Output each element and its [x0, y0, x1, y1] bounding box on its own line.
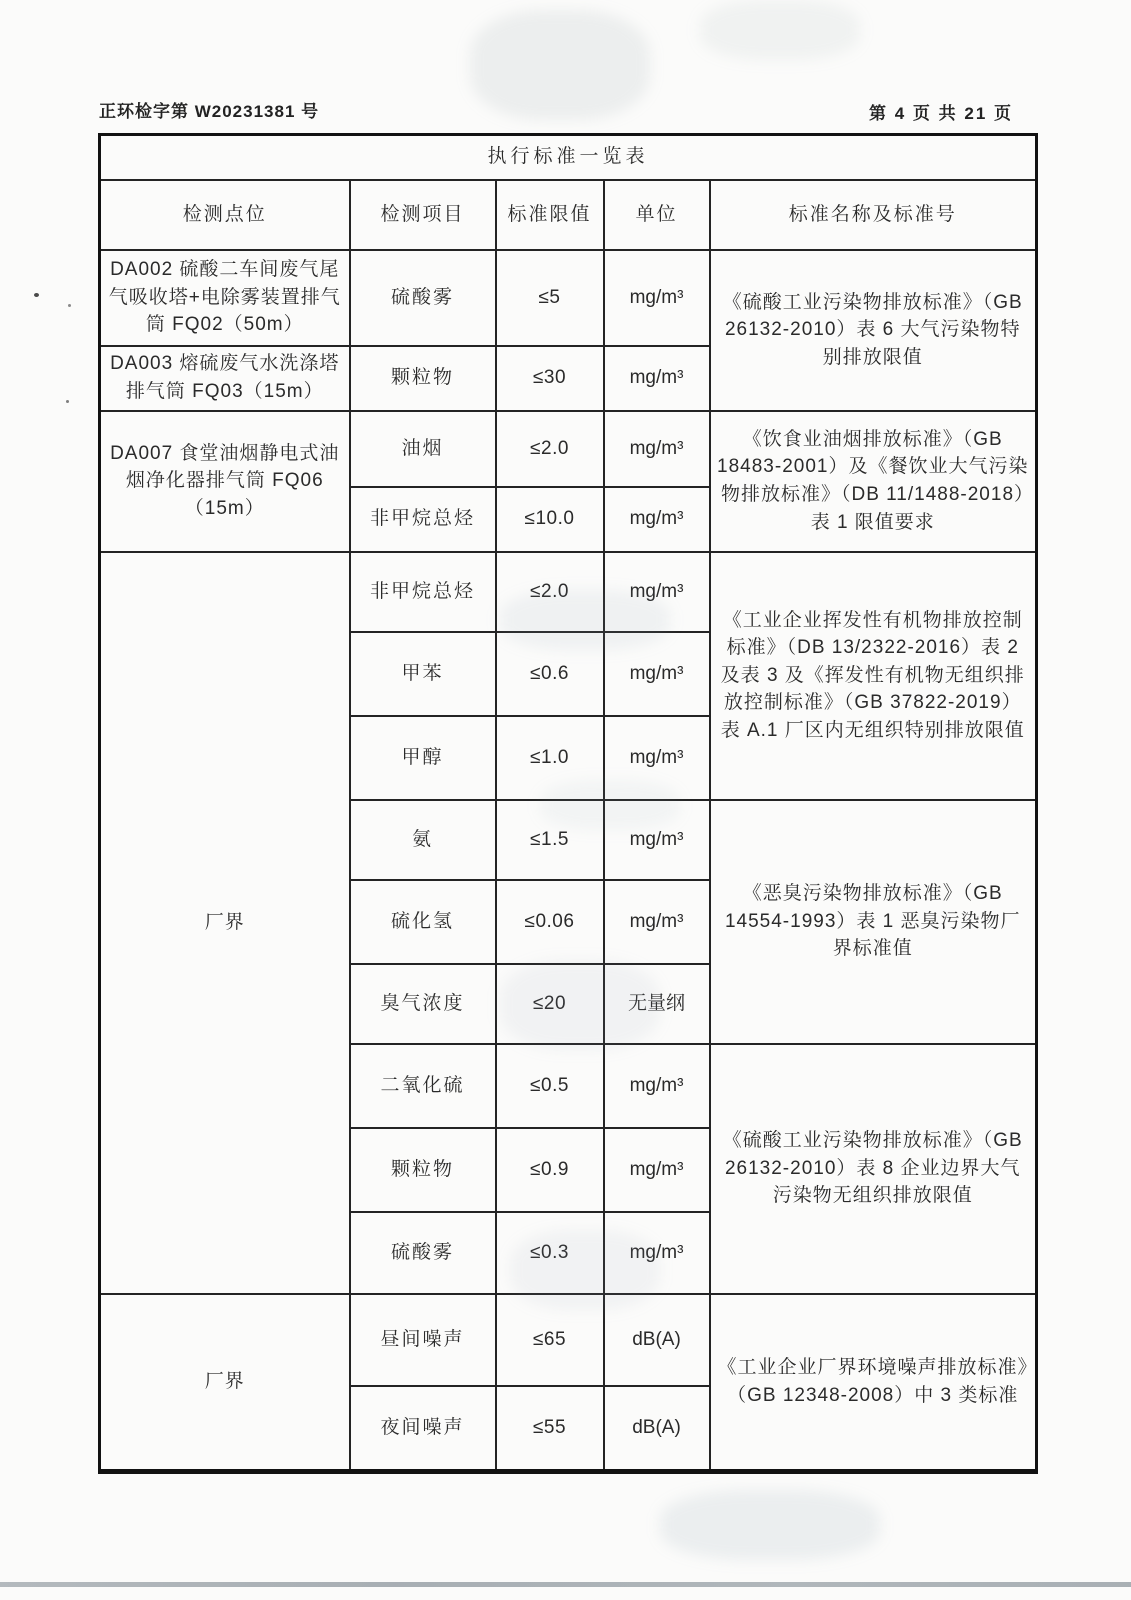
- item-cell: 夜间噪声: [350, 1386, 496, 1472]
- limit-cell: ≤0.6: [496, 632, 604, 716]
- limit-cell: ≤0.5: [496, 1044, 604, 1128]
- limit-cell: ≤10.0: [496, 487, 604, 552]
- unit-cell: mg/m³: [604, 800, 710, 880]
- point-cell-da003: DA003 熔硫废气水洗涤塔排气筒 FQ03（15m）: [100, 346, 350, 411]
- point-cell-boundary: 厂界: [100, 552, 350, 1294]
- scan-smudge: [700, 0, 860, 60]
- scan-speck: [68, 304, 71, 307]
- column-header-limit: 标准限值: [496, 180, 604, 250]
- document-number: 正环检字第 W20231381 号: [99, 102, 320, 121]
- unit-cell: dB(A): [604, 1386, 710, 1472]
- limit-cell: ≤0.06: [496, 880, 604, 964]
- item-cell: 非甲烷总烃: [350, 552, 496, 632]
- item-cell: 昼间噪声: [350, 1294, 496, 1386]
- point-cell-boundary-noise: 厂界: [100, 1294, 350, 1472]
- limit-cell: ≤1.0: [496, 716, 604, 800]
- item-cell: 硫酸雾: [350, 1212, 496, 1294]
- item-cell: 甲醇: [350, 716, 496, 800]
- standard-cell: 《恶臭污染物排放标准》（GB 14554-1993）表 1 恶臭污染物厂界标准值: [710, 800, 1037, 1044]
- item-cell: 二氧化硫: [350, 1044, 496, 1128]
- page-number: 第 4 页 共 21 页: [869, 104, 1013, 123]
- limit-cell: ≤0.9: [496, 1128, 604, 1212]
- table-title-row: [100, 135, 1037, 180]
- item-cell: 甲苯: [350, 632, 496, 716]
- unit-cell: mg/m³: [604, 346, 710, 411]
- limit-cell: ≤0.3: [496, 1212, 604, 1294]
- unit-cell: mg/m³: [604, 487, 710, 552]
- scan-speck: [34, 293, 39, 297]
- column-header-unit: 单位: [604, 180, 710, 250]
- item-cell: 硫酸雾: [350, 250, 496, 346]
- standard-cell: 《硫酸工业污染物排放标准》（GB 26132-2010）表 8 企业边界大气污染物无组织排放限值: [710, 1044, 1037, 1294]
- table-row: [100, 1294, 1037, 1386]
- limit-cell: ≤30: [496, 346, 604, 411]
- unit-cell: mg/m³: [604, 880, 710, 964]
- unit-cell: mg/m³: [604, 552, 710, 632]
- point-cell-da007: DA007 食堂油烟静电式油烟净化器排气筒 FQ06（15m）: [100, 411, 350, 552]
- limit-cell: ≤65: [496, 1294, 604, 1386]
- table-row: [100, 552, 1037, 632]
- unit-cell: mg/m³: [604, 1044, 710, 1128]
- item-cell: 臭气浓度: [350, 964, 496, 1044]
- item-cell: 硫化氢: [350, 880, 496, 964]
- unit-cell: dB(A): [604, 1294, 710, 1386]
- unit-cell: mg/m³: [604, 632, 710, 716]
- standard-cell: 《工业企业厂界环境噪声排放标准》（GB 12348-2008）中 3 类标准: [710, 1294, 1037, 1472]
- unit-cell: mg/m³: [604, 1212, 710, 1294]
- scan-edge-bar: [0, 1582, 1131, 1587]
- item-cell: 油烟: [350, 411, 496, 487]
- item-cell: 氨: [350, 800, 496, 880]
- limit-cell: ≤55: [496, 1386, 604, 1472]
- unit-cell: mg/m³: [604, 250, 710, 346]
- standard-cell: 《工业企业挥发性有机物排放控制标准》（DB 13/2322-2016）表 2 及表 3 及《挥发性有机物无组织排放控制标准》（GB 37822-2019）表 A.1 厂区内无组织特别排放限值: [710, 552, 1037, 800]
- standards-table: [98, 133, 1038, 1474]
- limit-cell: ≤5: [496, 250, 604, 346]
- standard-cell: 《硫酸工业污染物排放标准》（GB 26132-2010）表 6 大气污染物特别排放限值: [710, 250, 1037, 411]
- limit-cell: ≤1.5: [496, 800, 604, 880]
- limit-cell: ≤2.0: [496, 552, 604, 632]
- unit-cell: 无量纲: [604, 964, 710, 1044]
- limit-cell: ≤20: [496, 964, 604, 1044]
- column-header-point: 检测点位: [100, 180, 350, 250]
- point-cell-da002: DA002 硫酸二车间废气尾气吸收塔+电除雾装置排气筒 FQ02（50m）: [100, 250, 350, 346]
- table-row: [100, 411, 1037, 487]
- item-cell: 颗粒物: [350, 1128, 496, 1212]
- item-cell: 颗粒物: [350, 346, 496, 411]
- scan-speck: [66, 400, 69, 403]
- unit-cell: mg/m³: [604, 1128, 710, 1212]
- limit-cell: ≤2.0: [496, 411, 604, 487]
- table-row: [100, 250, 1037, 346]
- scan-smudge: [660, 1490, 880, 1560]
- table-header-row: [100, 180, 1037, 250]
- unit-cell: mg/m³: [604, 716, 710, 800]
- column-header-standard: 标准名称及标准号: [710, 180, 1037, 250]
- column-header-item: 检测项目: [350, 180, 496, 250]
- scan-smudge: [470, 10, 650, 120]
- item-cell: 非甲烷总烃: [350, 487, 496, 552]
- table-title: 执行标准一览表: [100, 135, 1037, 180]
- standard-cell: 《饮食业油烟排放标准》（GB 18483-2001）及《餐饮业大气污染物排放标准》（DB 11/1488-2018）表 1 限值要求: [710, 411, 1037, 552]
- unit-cell: mg/m³: [604, 411, 710, 487]
